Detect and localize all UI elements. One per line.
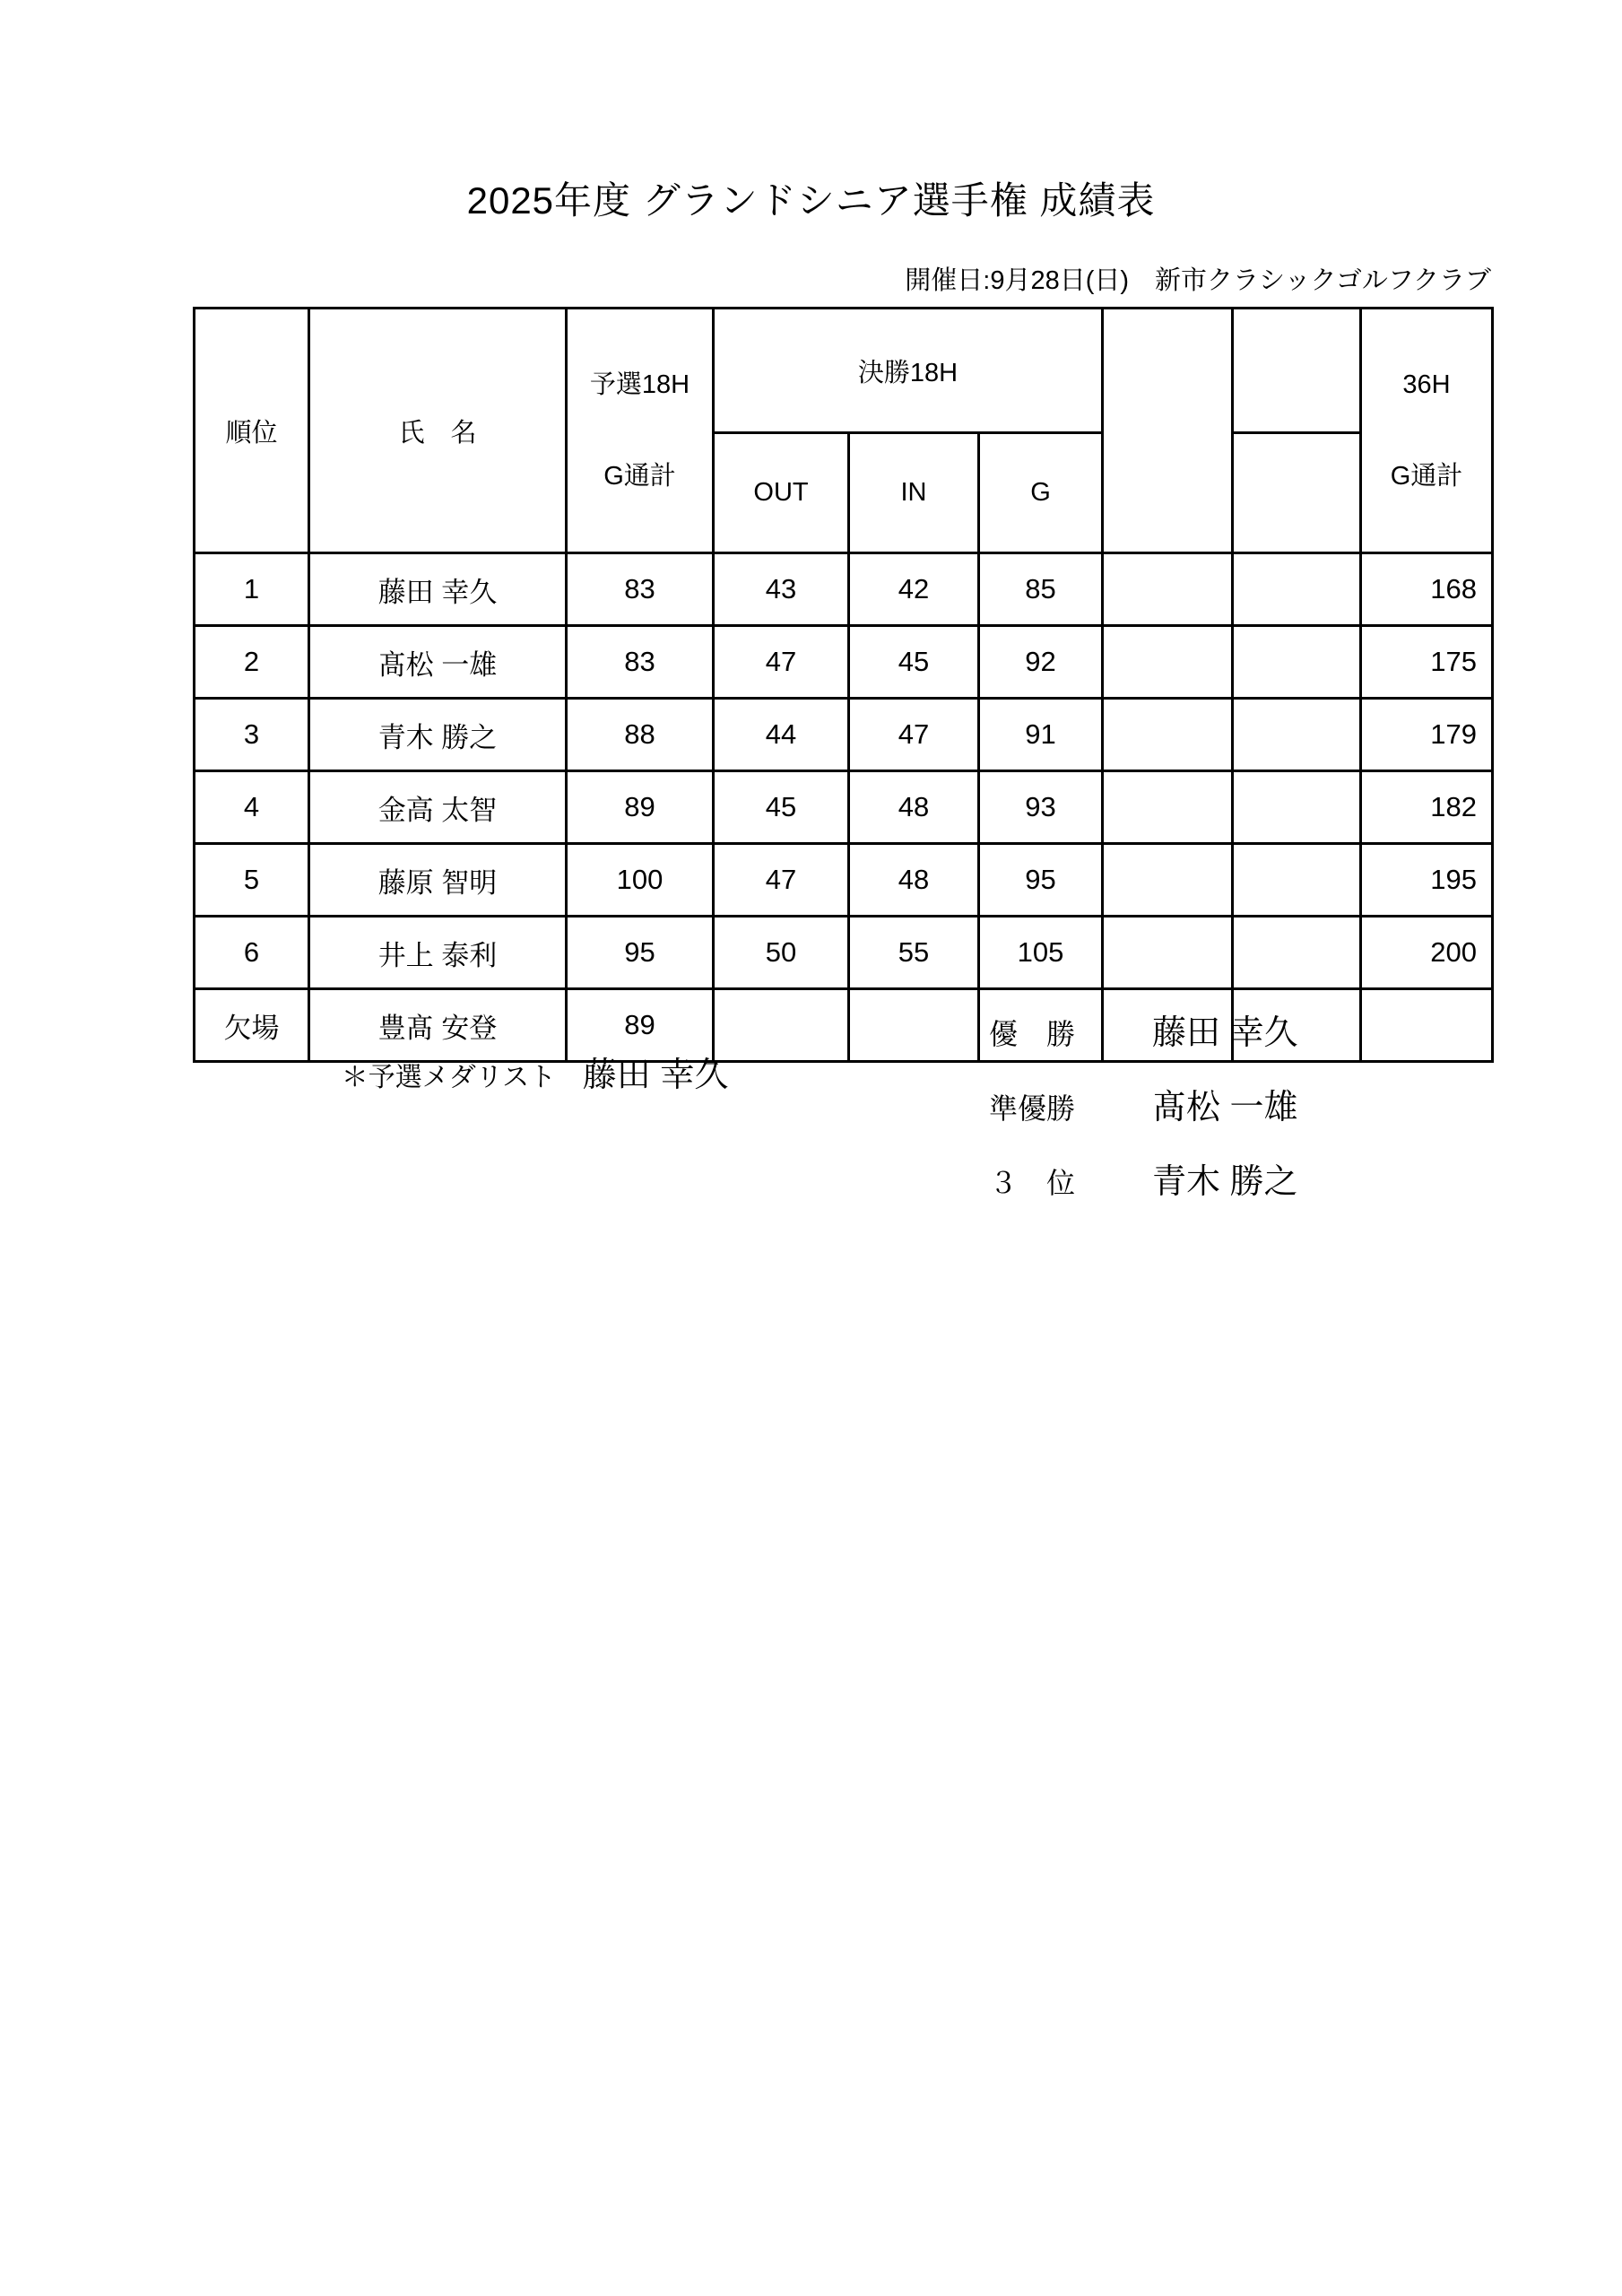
header-name: 氏 名 bbox=[309, 309, 567, 553]
cell-qual: 95 bbox=[567, 917, 714, 989]
header-qualifying-line2: G通計 bbox=[603, 462, 676, 491]
header-extra-2-top bbox=[1233, 309, 1361, 433]
table-row bbox=[195, 699, 1493, 771]
cell-g: 92 bbox=[979, 626, 1103, 699]
header-extra-2-bottom bbox=[1233, 433, 1361, 553]
award-name: 藤田 幸久 bbox=[1152, 1014, 1298, 1052]
cell-extra2 bbox=[1233, 553, 1361, 626]
award-label: ３ 位 bbox=[989, 1167, 1076, 1199]
header-rank: 順位 bbox=[195, 309, 309, 553]
table-row bbox=[195, 626, 1493, 699]
cell-out: 43 bbox=[714, 553, 849, 626]
cell-extra1 bbox=[1103, 844, 1233, 917]
cell-name: 金高 太智 bbox=[309, 771, 567, 844]
cell-extra2 bbox=[1233, 699, 1361, 771]
cell-qual: 89 bbox=[567, 989, 714, 1062]
header-g: G bbox=[979, 433, 1103, 553]
cell-g: 91 bbox=[979, 699, 1103, 771]
cell-g: 93 bbox=[979, 771, 1103, 844]
cell-in bbox=[849, 989, 979, 1062]
cell-out: 47 bbox=[714, 626, 849, 699]
cell-qual: 83 bbox=[567, 626, 714, 699]
award-name: 髙松 一雄 bbox=[1152, 1089, 1298, 1126]
award-label: 準優勝 bbox=[989, 1092, 1076, 1125]
cell-qual: 83 bbox=[567, 553, 714, 626]
award-row bbox=[989, 1087, 1298, 1135]
cell-out: 50 bbox=[714, 917, 849, 989]
cell-extra2 bbox=[1233, 771, 1361, 844]
cell-qual: 89 bbox=[567, 771, 714, 844]
cell-name: 藤田 幸久 bbox=[309, 553, 567, 626]
cell-total: 168 bbox=[1361, 553, 1493, 626]
event-info: 開催日:9月28日(日) 新市クラシックゴルフクラブ bbox=[905, 266, 1491, 295]
cell-extra1 bbox=[1103, 771, 1233, 844]
cell-in: 48 bbox=[849, 771, 979, 844]
medalist-line bbox=[325, 1013, 728, 1144]
cell-in: 48 bbox=[849, 844, 979, 917]
cell-out: 45 bbox=[714, 771, 849, 844]
cell-out: 47 bbox=[714, 844, 849, 917]
cell-total bbox=[1361, 989, 1493, 1062]
cell-g: 105 bbox=[979, 917, 1103, 989]
cell-rank: 欠場 bbox=[195, 989, 309, 1062]
cell-out bbox=[714, 989, 849, 1062]
header-final-18h: 決勝18H bbox=[714, 309, 1103, 433]
cell-in: 47 bbox=[849, 699, 979, 771]
cell-rank: 2 bbox=[195, 626, 309, 699]
award-row bbox=[989, 1013, 1298, 1061]
cell-total: 195 bbox=[1361, 844, 1493, 917]
medalist-label: ＊予選メダリスト bbox=[341, 1063, 557, 1092]
table-header bbox=[195, 309, 1493, 553]
table-row bbox=[195, 917, 1493, 989]
award-label: 優 勝 bbox=[989, 1018, 1076, 1050]
cell-extra1 bbox=[1103, 699, 1233, 771]
cell-extra2 bbox=[1233, 844, 1361, 917]
cell-in: 45 bbox=[849, 626, 979, 699]
cell-in: 42 bbox=[849, 553, 979, 626]
cell-qual: 88 bbox=[567, 699, 714, 771]
table-row bbox=[195, 844, 1493, 917]
cell-name: 髙松 一雄 bbox=[309, 626, 567, 699]
cell-extra1 bbox=[1103, 553, 1233, 626]
cell-extra2 bbox=[1233, 917, 1361, 989]
header-total-line2: G通計 bbox=[1390, 462, 1463, 491]
award-name: 青木 勝之 bbox=[1152, 1163, 1298, 1201]
table-body bbox=[195, 553, 1493, 1062]
cell-rank: 5 bbox=[195, 844, 309, 917]
cell-total: 182 bbox=[1361, 771, 1493, 844]
header-total-line1: 36H bbox=[1402, 370, 1451, 399]
medalist-name: 藤田 幸久 bbox=[582, 1057, 729, 1094]
results-table bbox=[193, 307, 1494, 1063]
cell-rank: 1 bbox=[195, 553, 309, 626]
cell-total: 175 bbox=[1361, 626, 1493, 699]
header-row-1 bbox=[195, 309, 1493, 433]
cell-rank: 3 bbox=[195, 699, 309, 771]
cell-qual: 100 bbox=[567, 844, 714, 917]
cell-rank: 4 bbox=[195, 771, 309, 844]
cell-name: 藤原 智明 bbox=[309, 844, 567, 917]
cell-name: 豊髙 安登 bbox=[309, 989, 567, 1062]
cell-g: 85 bbox=[979, 553, 1103, 626]
page-title: 2025年度 グランドシニア選手権 成績表 bbox=[466, 179, 1156, 222]
cell-extra1 bbox=[1103, 626, 1233, 699]
cell-in: 55 bbox=[849, 917, 979, 989]
header-qualifying-line1: 予選18H bbox=[589, 370, 690, 399]
cell-name: 井上 泰利 bbox=[309, 917, 567, 989]
table-row bbox=[195, 553, 1493, 626]
cell-total: 179 bbox=[1361, 699, 1493, 771]
cell-total: 200 bbox=[1361, 917, 1493, 989]
header-in: IN bbox=[849, 433, 979, 553]
cell-g: 95 bbox=[979, 844, 1103, 917]
cell-extra1 bbox=[1103, 917, 1233, 989]
award-row bbox=[989, 1161, 1298, 1210]
table-row bbox=[195, 771, 1493, 844]
cell-name: 青木 勝之 bbox=[309, 699, 567, 771]
header-extra-1 bbox=[1103, 309, 1233, 553]
header-qualifying bbox=[567, 309, 714, 553]
awards-list bbox=[989, 1013, 1298, 1236]
cell-out: 44 bbox=[714, 699, 849, 771]
cell-extra2 bbox=[1233, 626, 1361, 699]
cell-rank: 6 bbox=[195, 917, 309, 989]
header-total bbox=[1361, 309, 1493, 553]
header-out: OUT bbox=[714, 433, 849, 553]
